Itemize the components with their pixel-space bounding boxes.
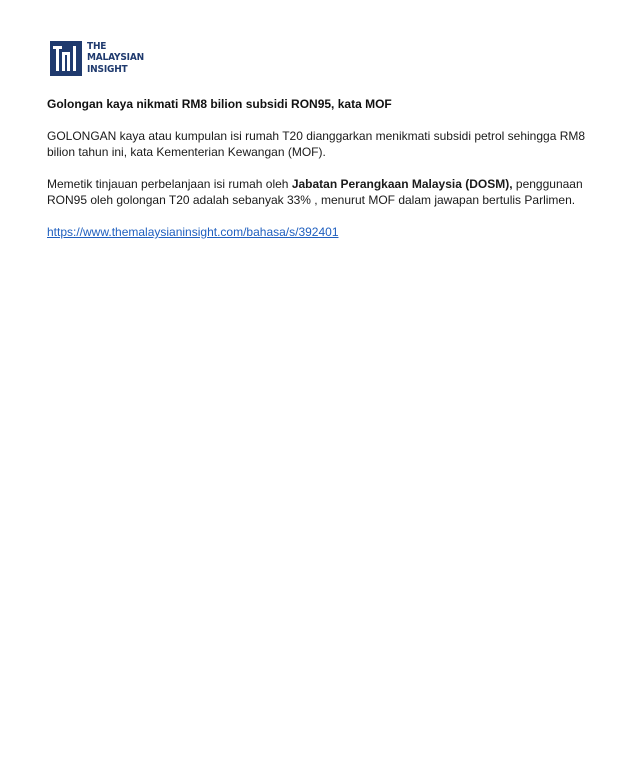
- paragraph-2-text-before: Memetik tinjauan perbelanjaan isi rumah oleh: [47, 177, 292, 191]
- article-source-link[interactable]: https://www.themalaysianinsight.com/bahasa/s/392401: [47, 225, 339, 239]
- article-headline: Golongan kaya nikmati RM8 bilion subsidi RON95, kata MOF: [47, 97, 392, 111]
- logo-line-1: THE: [87, 40, 107, 52]
- paragraph-2-bold-source: Jabatan Perangkaan Malaysia (DOSM),: [291, 177, 513, 191]
- logo-wordmark: [87, 41, 144, 76]
- publication-logo: [50, 40, 150, 76]
- logo-line-3: INSIGHT: [87, 63, 128, 75]
- article-paragraph-1: GOLONGAN kaya atau kumpulan isi rumah T20 dianggarkan menikmati subsidi petrol sehingga RM8 bilion tahun ini, kata Kementerian Kewangan (MOF).: [47, 129, 586, 159]
- paragraph-2-text-after: penggunaan RON95 oleh golongan T20 adalah sebanyak 33% , menurut MOF dalam jawapan bertulis Parlimen.: [47, 177, 583, 207]
- logo-mark-icon: [50, 41, 82, 76]
- logo-line-2: MALAYSIAN: [87, 52, 144, 64]
- article-paragraph-2: [47, 176, 592, 208]
